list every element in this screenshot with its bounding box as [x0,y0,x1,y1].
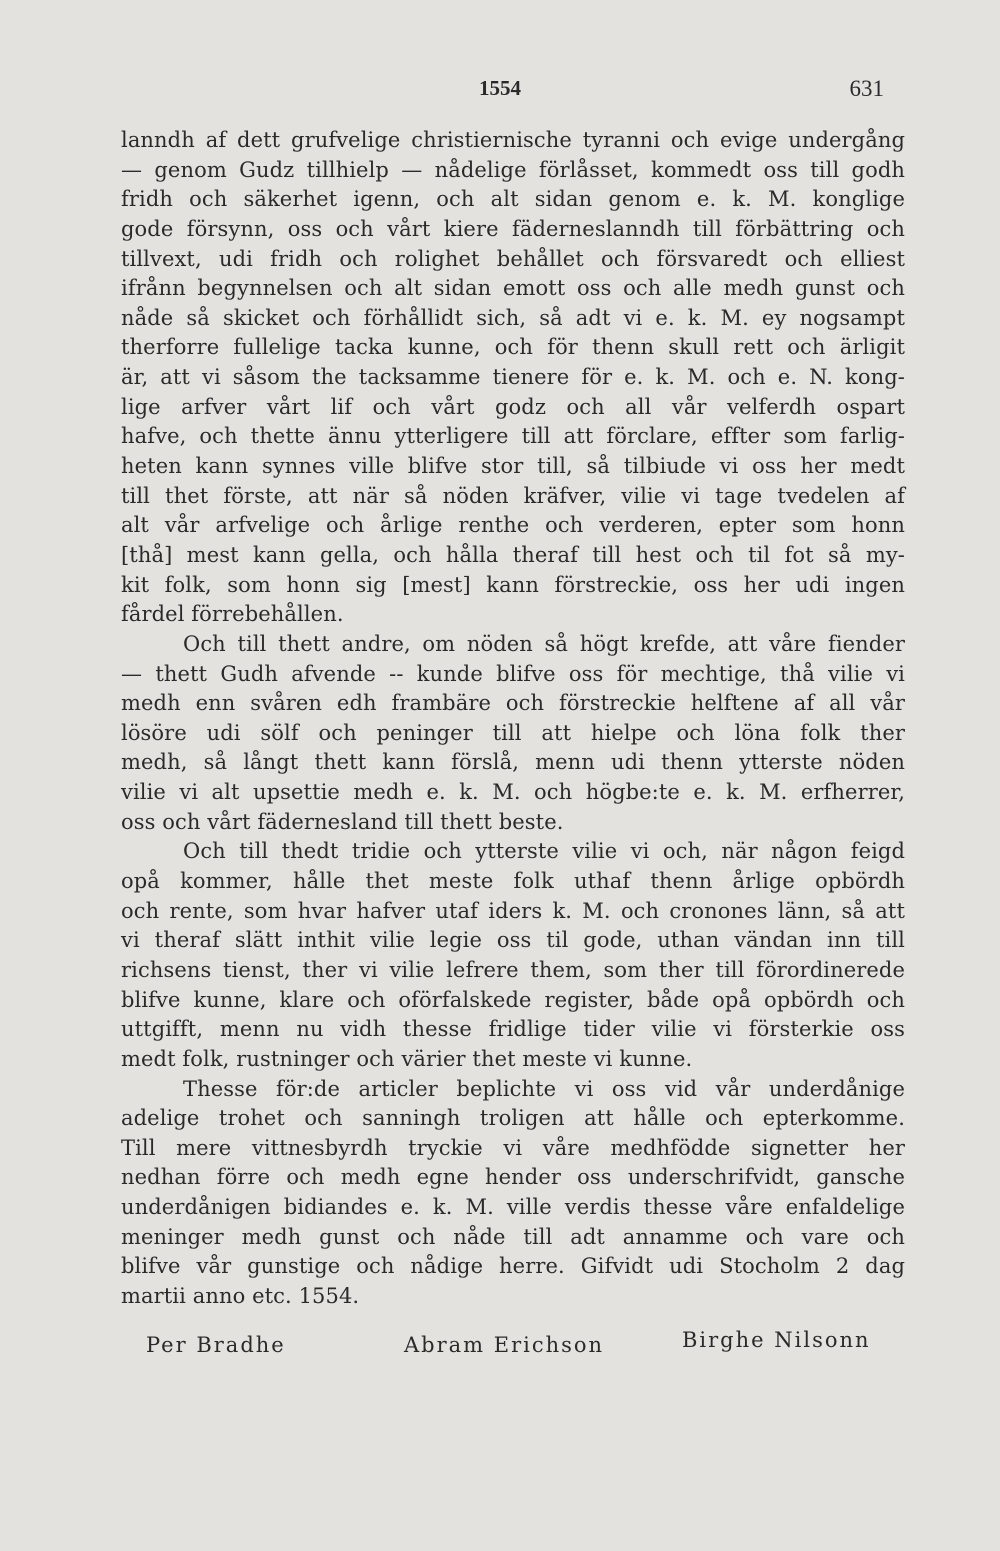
text-line: nåde så skicket och förhållidt sich, så adt vi e. k. M. ey nogsampt [121,305,905,330]
text-line: kit folk, som honn sig [mest] kann förstreckie, oss her udi ingen [121,572,905,597]
text-line: och rente, som hvar hafver utaf iders k. M. och cronones länn, så att [121,898,905,923]
text-line: lanndh af dett grufvelige christiernische tyranni och evige undergång [121,128,905,152]
text-line: vilie vi alt upsettie medh e. k. M. och högbe:te e. k. M. erfherrer, [121,780,905,805]
text-line: therforre fullelige tacka kunne, och för thenn skull rett och ärligit [121,335,905,360]
text-line: richsens tienst, ther vi vilie lefrere them, som ther till förordinerede [121,957,905,982]
text-line: lösöre udi sölf och peninger till att hielpe och löna folk ther [121,720,905,745]
text-line: Och till thett andre, om nöden så högt krefde, att våre fiender [183,631,905,656]
text-line: är, att vi såsom the tacksamme tienere för e. k. M. och e. N. kong- [121,365,905,390]
text-line: gode försynn, oss och vårt kiere fäderneslanndh till förbättring och [121,216,905,241]
text-line: hafve, och thette ännu ytterligere till att förclare, effter som farlig- [121,424,905,449]
signature-birghe-nilsonn: Birghe Nilsonn [682,1328,871,1352]
text-line: heten kann synnes ville blifve stor till, så tilbiude vi oss her medt [121,454,905,479]
page-header [120,76,884,110]
text-line: fridh och säkerhet igenn, och alt sidan genom e. k. M. konglige [121,187,905,212]
page-number: 631 [849,76,884,101]
signatures [146,1328,886,1367]
text-line: — thett Gudh afvende -- kunde blifve oss för mechtige, thå vilie vi [121,661,905,686]
text-line: blifve vår gunstige och nådige herre. Gifvidt udi Stocholm 2 dag [121,1254,905,1279]
body-text [121,126,905,1312]
text-line: underdånigen bidiandes e. k. M. ville verdis thesse våre enfaldelige [121,1195,905,1220]
text-line: blifve kunne, klare och oförfalskede register, både opå opbördh och [121,987,905,1012]
header-year: 1554 [479,76,521,100]
signature-abram-erichson: Abram Erichson [404,1333,605,1357]
signature-per-bradhe: Per Bradhe [146,1333,286,1357]
text-line: medh enn svåren edh frambäre och förstreckie helftene af all vår [121,691,905,716]
text-line: ifrånn begynnelsen och alt sidan emott oss och alle medh gunst och [121,276,905,301]
text-line: till thet förste, att när så nöden kräfver, vilie vi tage tvedelen af [121,483,905,508]
text-line: vi theraf slätt inthit vilie legie oss til gode, uthan vändan inn till [121,928,905,953]
text-line: oss och vårt fädernesland till thett beste. [121,809,564,834]
text-line: [thå] mest kann gella, och hålla theraf till hest och til fot så my- [121,542,905,567]
text-line: medt folk, rustninger och värier thet meste vi kunne. [121,1046,693,1071]
text-line: medh, så långt thett kann förslå, menn udi thenn ytterste nöden [121,750,905,775]
text-line: Thesse för:de articler beplichte vi oss vid vår underdånige [183,1076,905,1101]
text-line: tillvext, udi fridh och rolighet behållet och försvaredt och elliest [121,246,905,271]
text-line: uttgifft, menn nu vidh thesse fridlige tider vilie vi försterkie oss [121,1017,905,1042]
text-line: fårdel förrebehållen. [121,602,344,627]
text-line: lige arfver vårt lif och vårt godz och all vår velferdh ospart [121,394,905,419]
text-line: alt vår arfvelige och årlige renthe och verderen, epter som honn [121,513,905,538]
text-line: Till mere vittnesbyrdh tryckie vi våre medhfödde signetter her [121,1135,905,1160]
text-line: — genom Gudz tillhielp — nådelige förlåsset, kommedt oss till godh [121,157,905,182]
text-line: Och till thedt tridie och ytterste vilie vi och, när någon feigd [183,839,905,864]
text-line: nedhan förre och medh egne hender oss underschrifvidt, gansche [121,1165,905,1190]
text-line: martii anno etc. 1554. [121,1283,360,1308]
text-line: opå kommer, hålle thet meste folk uthaf thenn årlige opbördh [121,869,905,894]
text-line: adelige trohet och sanningh troligen att hålle och epterkomme. [121,1106,905,1131]
text-line: meninger medh gunst och nåde till adt annamme och vare och [121,1224,905,1249]
